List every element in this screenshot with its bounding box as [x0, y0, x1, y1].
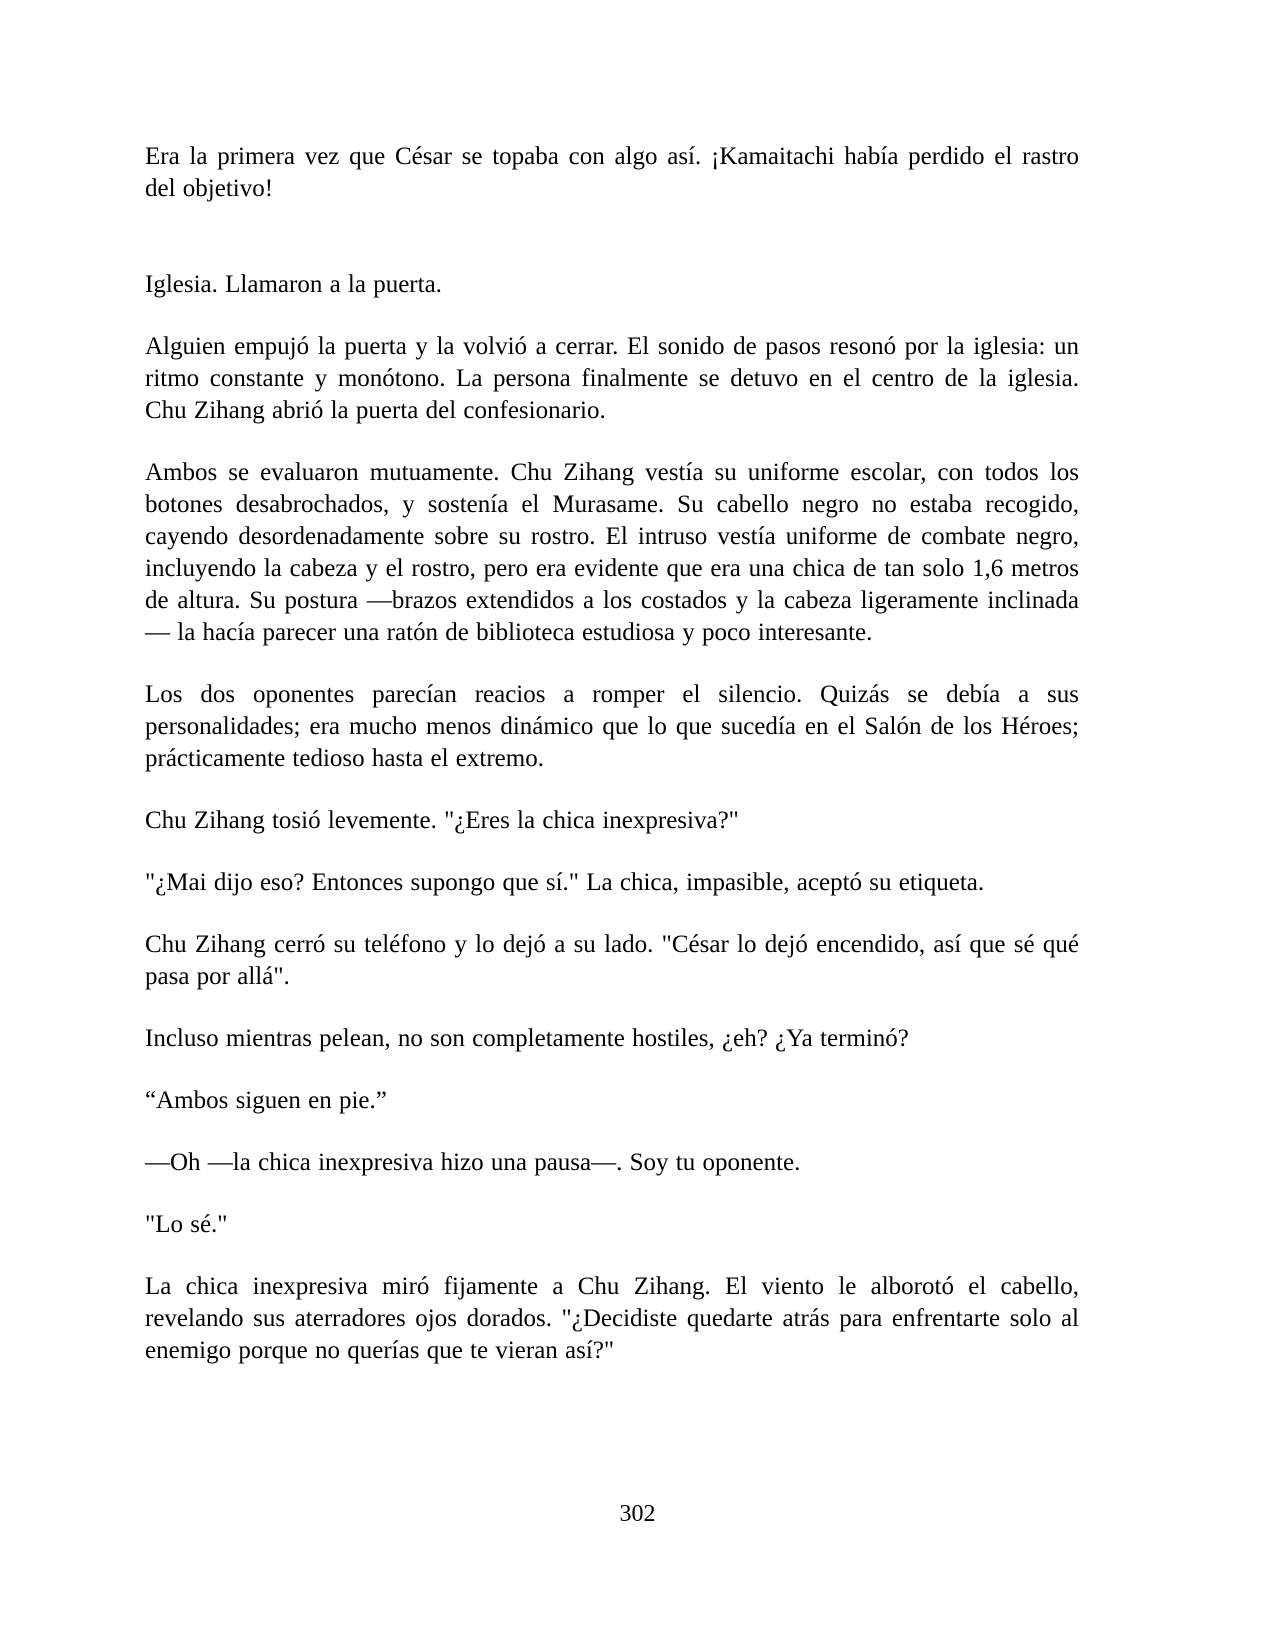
paragraph: Chu Zihang cerró su teléfono y lo dejó a su lado. "César lo dejó encendido, así que sé qué pasa por allá". — [145, 931, 1079, 990]
paragraph: Iglesia. Llamaron a la puerta. — [145, 271, 442, 298]
paragraph: Alguien empujó la puerta y la volvió a cerrar. El sonido de pasos resonó por la iglesia: un ritmo constante y monótono. La persona finalmente se detuvo en el centro de la iglesia. Chu Zihang abrió la puerta del confesionario. — [145, 333, 1079, 424]
document-body — [145, 141, 1079, 1367]
paragraph: "¿Mai dijo eso? Entonces supongo que sí." La chica, impasible, aceptó su etiqueta. — [145, 869, 985, 896]
paragraph: Ambos se evaluaron mutuamente. Chu Zihang vestía su uniforme escolar, con todos los botones desabrochados, y sostenía el Murasame. Su cabello negro no estaba recogido, cayendo desordenadamente sobre su rostro. El intruso vestía uniforme de combate negro, incluyendo la cabeza y el rostro, pero era evidente que era una chica de tan solo 1,6 metros de altura. Su postura —brazos extendidos a los costados y la cabeza ligeramente inclinada— la hacía parecer una ratón de biblioteca estudiosa y poco interesante. — [145, 459, 1079, 646]
paragraph: Chu Zihang tosió levemente. "¿Eres la chica inexpresiva?" — [145, 807, 739, 834]
paragraph: —Oh —la chica inexpresiva hizo una pausa—. Soy tu oponente. — [145, 1149, 801, 1176]
paragraph: "Lo sé." — [145, 1211, 228, 1238]
paragraph: Incluso mientras pelean, no son completamente hostiles, ¿eh? ¿Ya terminó? — [145, 1025, 909, 1052]
page-number: 302 — [619, 1501, 656, 1527]
paragraph: “Ambos siguen en pie.” — [145, 1087, 387, 1114]
paragraph: La chica inexpresiva miró fijamente a Chu Zihang. El viento le alborotó el cabello, revelando sus aterradores ojos dorados. "¿Decidiste quedarte atrás para enfrentarte solo al enemigo porque no querías que te vieran así?" — [145, 1273, 1079, 1364]
paragraph: Era la primera vez que César se topaba con algo así. ¡Kamaitachi había perdido el rastro del objetivo! — [145, 143, 1079, 202]
paragraph: Los dos oponentes parecían reacios a romper el silencio. Quizás se debía a sus personalidades; era mucho menos dinámico que lo que sucedía en el Salón de los Héroes; prácticamente tedioso hasta el extremo. — [145, 681, 1079, 772]
